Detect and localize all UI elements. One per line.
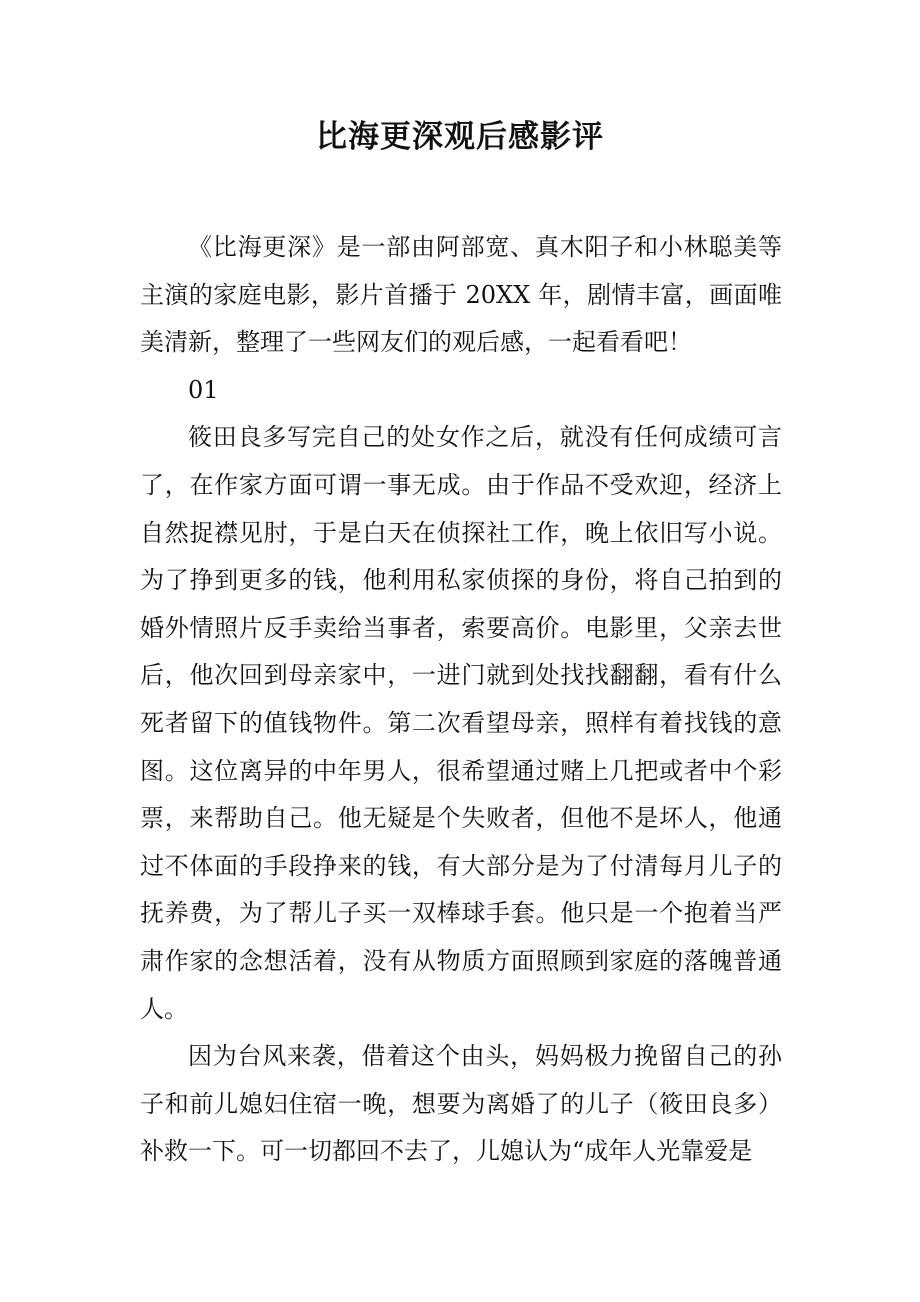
document-body: [140, 224, 782, 1176]
section-number: 01: [188, 375, 219, 404]
intro-paragraph: 《比海更深》是一部由阿部宽、真木阳子和小林聪美等主演的家庭电影，影片首播于 20XX 年，剧情丰富，画面唯美清新，整理了一些网友们的观后感，一起看看吧！: [140, 233, 782, 357]
document-title: 比海更深观后感影评: [316, 119, 604, 155]
body-paragraph: 因为台风来袭，借着这个由头，妈妈极力挽留自己的孙子和前儿媳妇住宿一晚，想要为离婚了的儿子（筱田良多）补救一下。可一切都回不去了，儿媳认为“成年人光靠爱是: [140, 1042, 782, 1166]
body-paragraph: 筱田良多写完自己的处女作之后，就没有任何成绩可言了，在作家方面可谓一事无成。由于作品不受欢迎，经济上自然捉襟见肘，于是白天在侦探社工作，晚上依旧写小说。为了挣到更多的钱，他利用私家侦探的身份，将自己拍到的婚外情照片反手卖给当事者，索要高价。电影里，父亲去世后，他次回到母亲家中，一进门就到处找找翻翻，看有什么死者留下的值钱物件。第二次看望母亲，照样有着找钱的意图。这位离异的中年男人，很希望通过赌上几把或者中个彩票，来帮助自己。他无疑是个失败者，但他不是坏人，他通过不体面的手段挣来的钱，有大部分是为了付清每月儿子的抚养费，为了帮儿子买一双棒球手套。他只是一个抱着当严肃作家的念想活着，没有从物质方面照顾到家庭的落魄普通人。: [140, 423, 782, 1023]
